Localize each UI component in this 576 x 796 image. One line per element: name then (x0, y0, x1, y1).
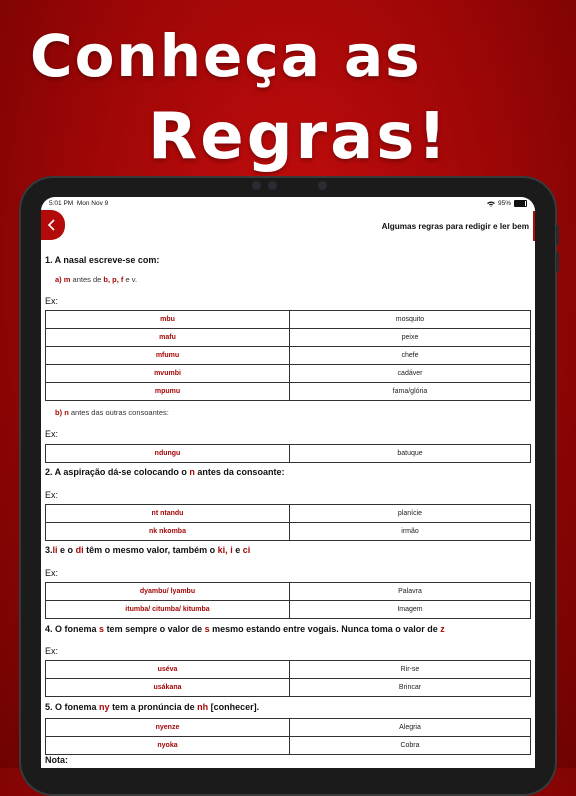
kikongo-word: mfumu (46, 347, 290, 365)
section-2-title: 2. A aspiração dá-se colocando o n antes da consoante: (45, 467, 285, 477)
translation: Palavra (290, 583, 531, 601)
table-5 (45, 718, 531, 755)
table-row (46, 737, 531, 755)
table-row (46, 445, 531, 463)
volume-up-button (556, 225, 559, 245)
table-row (46, 505, 531, 523)
translation: Imagem (290, 601, 531, 619)
app-screen (41, 197, 535, 768)
example-label: Ex: (45, 646, 59, 656)
table-row (46, 347, 531, 365)
kikongo-word: mbu (46, 311, 290, 329)
kikongo-word: mpumu (46, 383, 290, 401)
section-1-title: 1. A nasal escreve-se com: (45, 255, 160, 265)
example-label: Ex: (45, 296, 59, 306)
table-3 (45, 582, 531, 619)
camera-icon (252, 181, 261, 190)
table-row (46, 329, 531, 347)
kikongo-word: nt ntandu (46, 505, 290, 523)
translation: chefe (290, 347, 531, 365)
kikongo-word: nk nkomba (46, 523, 290, 541)
back-button[interactable] (41, 210, 65, 240)
headline-line-1: Conheça as (30, 22, 422, 90)
section-5-title: 5. O fonema ny tem a pronúncia de nh [conhecer]. (45, 702, 260, 712)
translation: cadáver (290, 365, 531, 383)
table-row (46, 679, 531, 697)
section-4-title: 4. O fonema s tem sempre o valor de s mesmo estando entre vogais. Nunca toma o valor de z (45, 624, 445, 634)
table-row (46, 383, 531, 401)
kikongo-word: mvumbi (46, 365, 290, 383)
table-2 (45, 504, 531, 541)
translation: mosquito (290, 311, 531, 329)
status-indicators (487, 200, 527, 207)
example-label: Ex: (45, 490, 59, 500)
rule-1b: b) n antes das outras consoantes: (55, 408, 169, 417)
kikongo-word: usákana (46, 679, 290, 697)
page-title: Algumas regras para redigir e ler bem (381, 222, 529, 231)
table-4 (45, 660, 531, 697)
note-label: Nota: (45, 755, 68, 765)
translation: irmão (290, 523, 531, 541)
kikongo-word: nyoka (46, 737, 290, 755)
translation: planície (290, 505, 531, 523)
table-1 (45, 310, 531, 401)
kikongo-word: dyambu/ lyambu (46, 583, 290, 601)
table-row (46, 583, 531, 601)
table-row (46, 661, 531, 679)
battery-icon (514, 200, 527, 207)
example-label: Ex: (45, 429, 59, 439)
battery-percent: 95% (497, 200, 511, 207)
translation: batuque (290, 445, 531, 463)
kikongo-word: nyenze (46, 719, 290, 737)
nav-accent-bar (533, 211, 535, 241)
table-row (46, 601, 531, 619)
table-row (46, 365, 531, 383)
status-bar (41, 197, 535, 211)
table-1b (45, 444, 531, 463)
translation: fama/glória (290, 383, 531, 401)
translation: Rir-se (290, 661, 531, 679)
example-label: Ex: (45, 568, 59, 578)
table-row (46, 719, 531, 737)
translation: Cobra (290, 737, 531, 755)
section-3-title: 3.li e o di têm o mesmo valor, também o ki, i e ci (45, 545, 251, 555)
kikongo-word: mafu (46, 329, 290, 347)
kikongo-word: uséva (46, 661, 290, 679)
translation: peixe (290, 329, 531, 347)
table-row (46, 311, 531, 329)
kikongo-word: itumba/ citumba/ kitumba (46, 601, 290, 619)
wifi-icon (487, 201, 495, 207)
status-time: 5:01 PM Mon Nov 9 (49, 200, 109, 207)
flash-icon (318, 181, 327, 190)
volume-down-button (556, 252, 559, 272)
sensor-icon (268, 181, 277, 190)
chevron-left-icon (47, 219, 57, 231)
headline-line-2: Regras! (148, 100, 450, 174)
translation: Brincar (290, 679, 531, 697)
table-row (46, 523, 531, 541)
rule-1a: a) m antes de b, p, f e v. (55, 275, 138, 284)
translation: Alegria (290, 719, 531, 737)
kikongo-word: ndungu (46, 445, 290, 463)
